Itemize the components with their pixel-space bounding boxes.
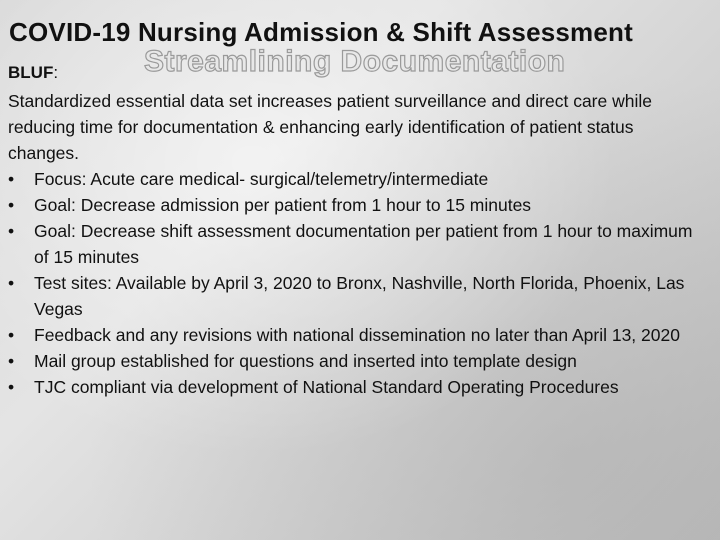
bullet-item-tjc [8,374,708,400]
slide-subtitle: Streamlining Documentation [144,45,566,78]
bullet-text: Feedback and any revisions with national dissemination no later than April 13, 2020 [34,325,680,345]
bullet-text: Focus: Acute care medical- surgical/telemetry/intermediate [34,169,489,189]
bullet-item-feedback [8,322,708,348]
bullet-item-focus [8,166,708,192]
bullet-item-test-sites [8,270,708,322]
bullet-icon: • [8,221,15,241]
bluf-heading [8,62,58,84]
slide-body [8,88,708,400]
bluf-summary: Standardized essential data set increases patient surveillance and direct care while reducing time for documentation & enhancing early identification of patient status changes. [8,91,652,163]
bullet-item-mail-group [8,348,708,374]
bullet-text: Test sites: Available by April 3, 2020 to Bronx, Nashville, North Florida, Phoenix, Las Vegas [34,273,685,319]
bluf-label: BLUF [8,63,54,82]
bullet-text: Goal: Decrease shift assessment documentation per patient from 1 hour to maximum of 15 minutes [34,221,693,267]
bullet-text: Goal: Decrease admission per patient from 1 hour to 15 minutes [34,195,532,215]
bullet-item-admission-goal [8,192,708,218]
bullet-item-shift-goal [8,218,708,270]
bullet-icon: • [8,195,15,215]
bullet-text: TJC compliant via development of National Standard Operating Procedures [34,377,619,397]
bullet-icon: • [8,325,15,345]
slide-title: COVID-19 Nursing Admission & Shift Assessment [9,17,633,47]
bullet-list [8,166,708,400]
bluf-colon: : [53,63,59,82]
bullet-icon: • [8,351,15,371]
bullet-icon: • [8,273,15,293]
bullet-icon: • [8,377,15,397]
bullet-text: Mail group established for questions and inserted into template design [34,351,577,371]
bullet-icon: • [8,169,15,189]
